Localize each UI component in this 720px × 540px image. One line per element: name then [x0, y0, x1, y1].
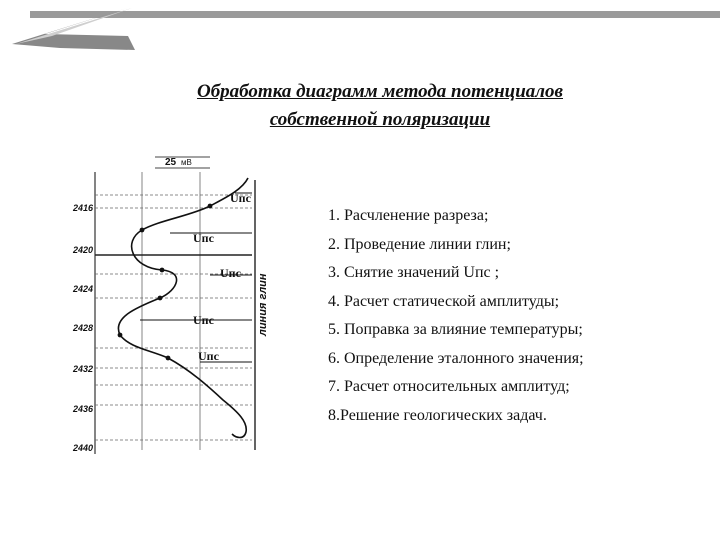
list-item: 8.Решение геологических задач.	[328, 406, 547, 424]
curve-point	[158, 296, 163, 301]
upc-label: Uпс	[230, 191, 251, 205]
list-item: 7. Расчет относительных амплитуд;	[328, 378, 570, 395]
sp-curve	[118, 178, 248, 438]
sp-log-diagram	[60, 150, 290, 460]
page-title	[120, 78, 640, 134]
scale-unit: мВ	[181, 158, 192, 167]
depth-label: 2440	[73, 443, 94, 453]
upc-label: Uпс	[193, 313, 214, 327]
title-line-1: Обработка диаграмм метода потенциалов	[196, 81, 563, 102]
depth-label: 2416	[73, 203, 94, 213]
upc-label: Uпс	[220, 266, 241, 280]
depth-label: 2428	[73, 323, 94, 333]
list-item: 3. Снятие значений Uпс ;	[328, 264, 500, 281]
depth-label: 2436	[73, 404, 94, 414]
top-bar	[30, 11, 720, 18]
upc-label: Uпс	[193, 231, 214, 245]
depth-label: 2432	[73, 364, 94, 374]
scale-value: 25	[165, 157, 177, 168]
curve-point	[208, 204, 213, 209]
title-line-2: собственной поляризации	[269, 109, 491, 130]
list-item: 2. Проведение линии глин;	[328, 235, 511, 253]
list-item: 6. Определение эталонного значения;	[328, 349, 584, 367]
list-item: 1. Расчленение разреза;	[328, 207, 489, 224]
curve-point	[160, 268, 165, 273]
clay-line-label: линия глин	[257, 273, 269, 336]
curve-point	[166, 356, 171, 361]
depth-label: 2420	[73, 245, 94, 255]
depth-label: 2424	[73, 284, 94, 294]
corner-swoosh-decoration	[0, 0, 720, 60]
curve-point	[118, 333, 123, 338]
list-item: 4. Расчет статической амплитуды;	[328, 292, 560, 310]
steps-list	[328, 202, 584, 430]
upc-label: Uпс	[198, 349, 219, 363]
curve-point	[140, 228, 145, 233]
list-item: 5. Поправка за влияние температуры;	[328, 321, 583, 338]
